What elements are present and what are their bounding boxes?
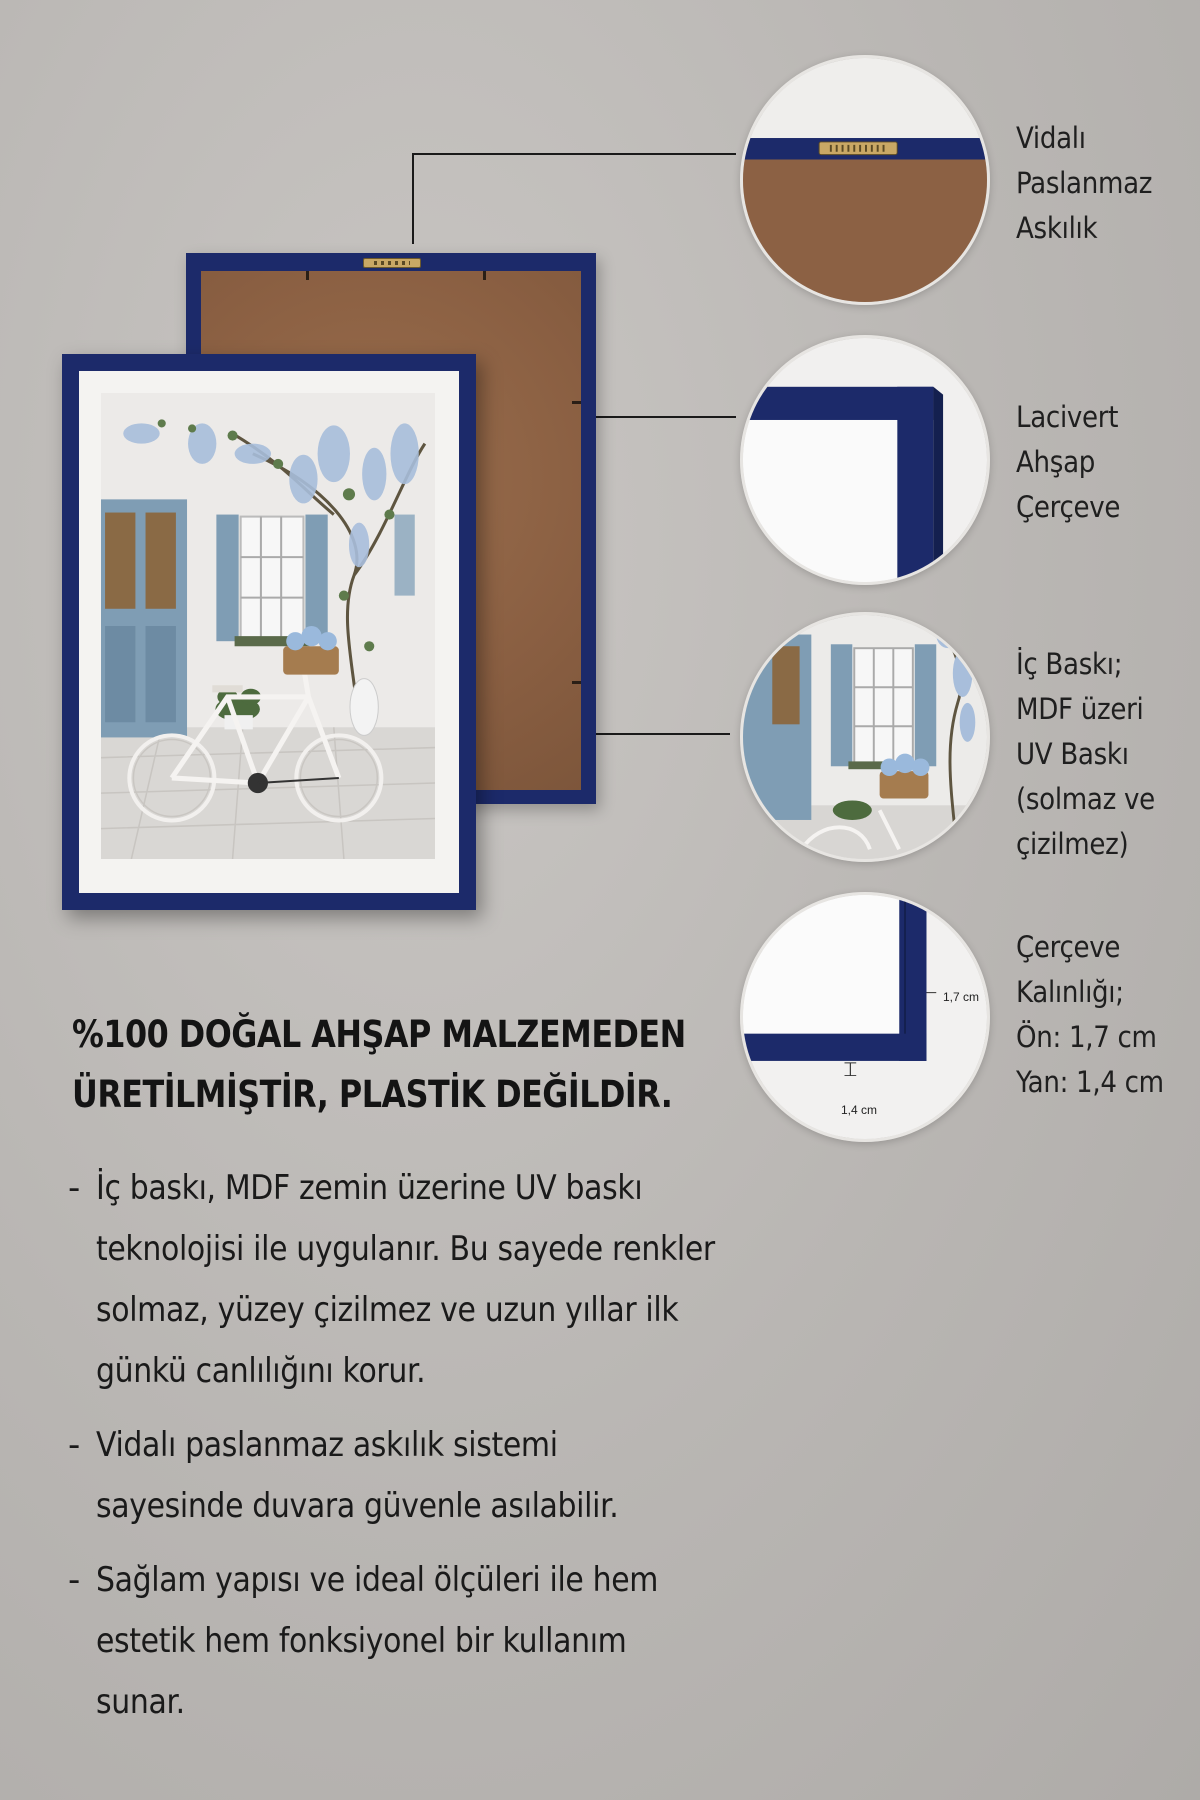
callout-frame-line-2: Ahşap <box>1016 445 1096 479</box>
leader-line-hanger-horizontal <box>412 153 736 155</box>
passepartout-mat <box>79 371 459 893</box>
frame-clip <box>572 681 581 684</box>
callout-frame <box>1016 395 1120 530</box>
callout-print-line-1: İç Baskı; <box>1016 647 1123 681</box>
callout-thickness <box>1016 925 1164 1105</box>
callout-thickness-line-4: Yan: 1,4 cm <box>1016 1065 1164 1099</box>
list-item <box>68 1415 808 1537</box>
callout-thickness-line-3: Ön: 1,7 cm <box>1016 1020 1157 1054</box>
bullet-marker: - <box>68 1425 81 1465</box>
callout-print-line-2: MDF üzeri <box>1016 692 1144 726</box>
callout-hanger-line-1: Vidalı <box>1016 121 1086 155</box>
callout-frame-line-1: Lacivert <box>1016 400 1119 434</box>
bullet-marker: - <box>68 1168 81 1208</box>
callout-hanger-line-2: Paslanmaz <box>1016 166 1153 200</box>
bullet-1-line-2: teknolojisi ile uygulanır. Bu sayede renkler <box>96 1229 715 1269</box>
front-thickness-label: 1,7 cm <box>943 990 980 1004</box>
frame-thickness-closeup-circle <box>740 892 990 1142</box>
artwork-bicycle-house <box>101 393 435 859</box>
callout-thickness-line-1: Çerçeve <box>1016 930 1121 964</box>
frame-front-view <box>62 354 476 910</box>
leader-line-hanger-vertical <box>412 154 414 244</box>
frame-clip <box>483 271 486 280</box>
callout-hanger-line-3: Askılık <box>1016 211 1098 245</box>
headline <box>72 1005 712 1125</box>
bullet-1-line-3: solmaz, yüzey çizilmez ve uzun yıllar ilk <box>96 1290 679 1330</box>
callout-frame-line-3: Çerçeve <box>1016 490 1121 524</box>
callout-print-line-4: (solmaz ve <box>1016 782 1155 816</box>
frame-corner-closeup-circle <box>740 335 990 585</box>
callout-thickness-line-2: Kalınlığı; <box>1016 975 1124 1009</box>
callout-print-line-5: çizilmez) <box>1016 827 1129 861</box>
headline-line-2: ÜRETİLMİŞTİR, PLASTİK DEĞİLDİR. <box>72 1073 673 1116</box>
print-closeup-icon <box>743 615 987 859</box>
bullet-2-line-2: sayesinde duvara güvenle asılabilir. <box>96 1486 619 1526</box>
frame-clip <box>306 271 309 280</box>
callout-hanger <box>1016 116 1152 251</box>
bullet-2-line-1: Vidalı paslanmaz askılık sistemi <box>96 1425 558 1465</box>
bullet-3-line-2: estetik hem fonksiyonel bir kullanım <box>96 1621 627 1661</box>
bullet-3-line-1: Sağlam yapısı ve ideal ölçüleri ile hem <box>96 1560 659 1600</box>
bullet-marker: - <box>68 1560 81 1600</box>
feature-list <box>68 1158 808 1746</box>
frame-clip <box>572 401 581 404</box>
side-thickness-label: 1,4 cm <box>841 1103 878 1117</box>
list-item <box>68 1158 808 1402</box>
callout-print-line-3: UV Baskı <box>1016 737 1129 771</box>
print-closeup-circle <box>740 612 990 862</box>
headline-line-1: %100 DOĞAL AHŞAP MALZEMEDEN <box>72 1013 686 1056</box>
bullet-3-line-3: sunar. <box>96 1682 185 1722</box>
hanger-closeup-circle <box>740 55 990 305</box>
hanger-closeup-icon <box>743 58 987 302</box>
list-item <box>68 1550 808 1733</box>
frame-corner-closeup-icon <box>743 338 987 582</box>
bullet-1-line-4: günkü canlılığını korur. <box>96 1351 426 1391</box>
sawtooth-hanger-icon <box>363 258 421 268</box>
callout-print <box>1016 642 1155 867</box>
bullet-1-line-1: İç baskı, MDF zemin üzerine UV baskı <box>96 1168 643 1208</box>
